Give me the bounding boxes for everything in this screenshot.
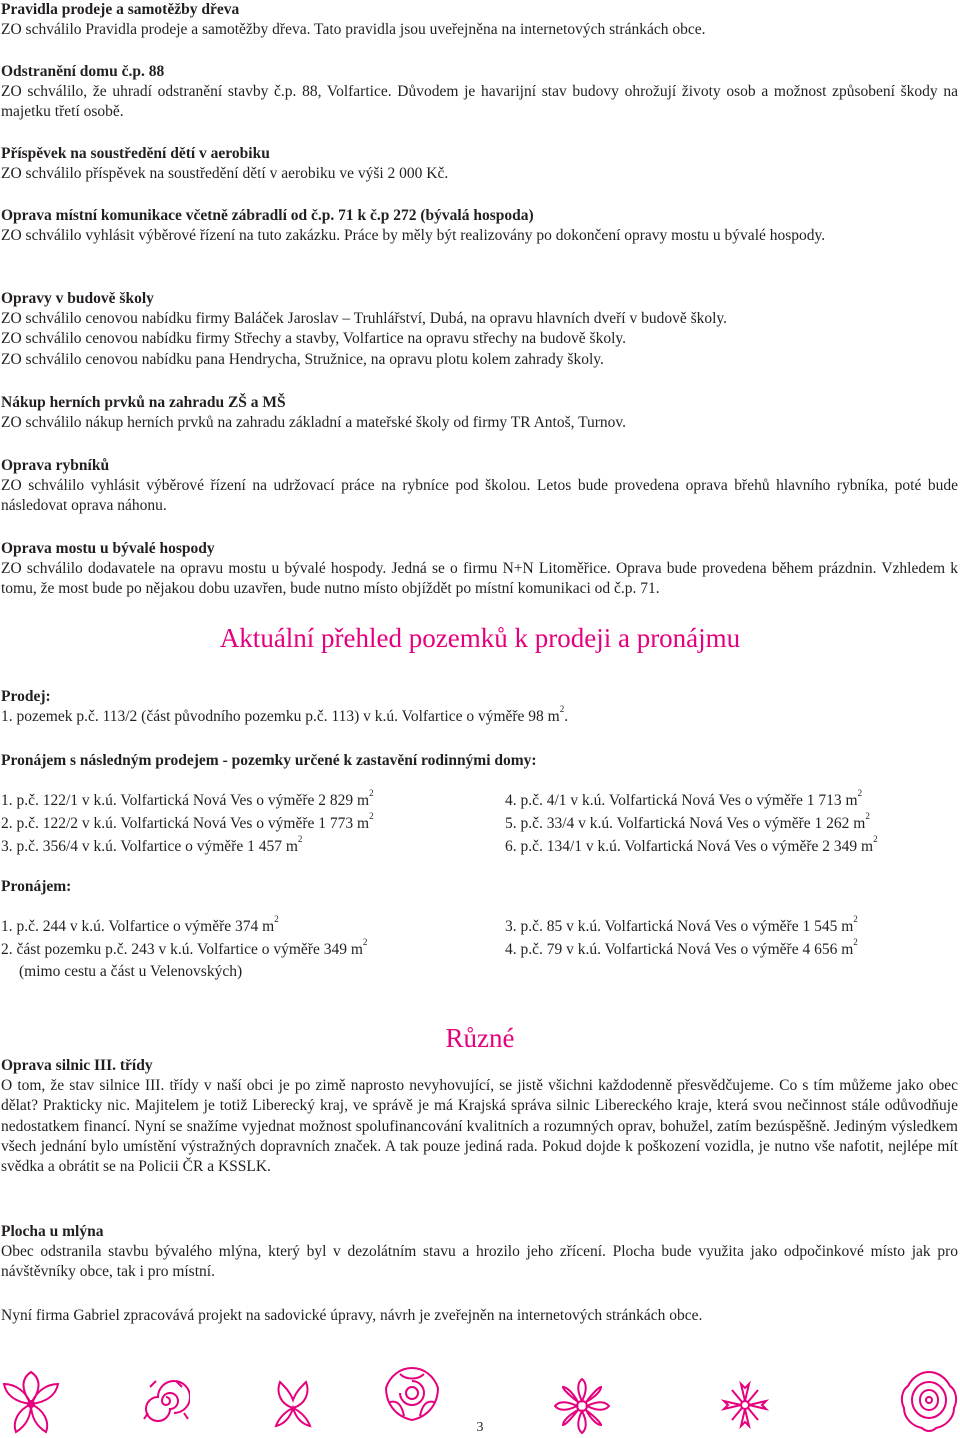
section-body: Obec odstranila stavbu bývalého mlýna, který byl v dezolátním stavu a hrozilo jeho zřícení. Plocha bude využita jako odpočinkové místo jak pro návštěvníky obce, tak i pro místní. xyxy=(1,1243,958,1281)
parcel-note: (mimo cestu a část u Velenovských) xyxy=(19,963,243,980)
section-playground xyxy=(1,393,958,433)
parcel-item: 1. p.č. 122/1 v k.ú. Volfartická Nová Ves o výměře 2 829 $m^2$ xyxy=(1,788,374,809)
section-body: ZO schválilo cenovou nabídku pana Hendrycha, Stružnice, na opravu plotu kolem zahrady školy. xyxy=(1,350,604,368)
section-heading: Nákup herních prvků na zahradu ZŠ a MŠ xyxy=(1,394,286,411)
section-body: ZO schválilo vyhlásit výběrové řízení na tuto zakázku. Práce by měly být realizovány po dokončení opravy mostu u bývalé hospody. xyxy=(1,227,826,245)
section-heading: Oprava silnic III. třídy xyxy=(1,1057,153,1074)
section-house-removal xyxy=(1,62,958,123)
parcel-item: 4. p.č. 4/1 v k.ú. Volfartická Nová Ves o výměře 1 713 $m^2$ xyxy=(505,788,863,809)
lease-row xyxy=(1,962,958,983)
section-heading: Pravidla prodeje a samotěžby dřeva xyxy=(1,1,240,18)
section-heading: Oprava rybníků xyxy=(1,457,110,474)
section-body: ZO schválilo cenovou nabídku firmy Baláček Jaroslav – Truhlářství, Dubá, na opravu hlavních dveří v budově školy. xyxy=(1,310,728,328)
rose-icon xyxy=(380,1362,444,1424)
parcel-item: 3. p.č. 356/4 v k.ú. Volfartice o výměře 1 457 $m^2$ xyxy=(1,834,303,855)
section-road-repair xyxy=(1,206,958,246)
land-title: Aktuální přehled pozemků k prodeji a pronájmu xyxy=(219,623,741,653)
section-heading: Oprava místní komunikace včetně zábradlí od č.p. 71 k č.p 272 (bývalá hospoda) xyxy=(1,207,534,224)
section-heading: Opravy v budově školy xyxy=(1,290,154,307)
section-heading: Plocha u mlýna xyxy=(1,1223,104,1240)
section-ponds xyxy=(1,456,958,517)
section-body: ZO schválilo Pravidla prodeje a samotěžby dřeva. Tato pravidla jsou uveřejněna na internetových stránkách obce. xyxy=(1,21,706,39)
page-number: 3 xyxy=(476,1420,484,1435)
section-body: ZO schválilo, že uhradí odstranění stavby č.p. 88, Volfartice. Důvodem je havarijní stav budovy ohrožují životy osob a možnost způsobení škody na majetku třetí osobě. xyxy=(1,83,958,121)
sale-item: 1. pozemek p.č. 113/2 (část původního pozemku p.č. 113) v k.ú. Volfartice o výměře 98 $m^2$. xyxy=(1,704,569,726)
parcel-item: 5. p.č. 33/4 v k.ú. Volfartická Nová Ves o výměře 1 262 $m^2$ xyxy=(505,811,870,832)
parcel-item: 6. p.č. 134/1 v k.ú. Volfartická Nová Ves o výměře 2 349 $m^2$ xyxy=(505,834,878,855)
section-gabriel xyxy=(1,1306,958,1326)
section-roads xyxy=(1,1056,958,1177)
section-heading: Oprava mostu u bývalé hospody xyxy=(1,540,215,557)
section-body: Nyní firma Gabriel zpracovává projekt na sadovické úpravy, návrh je zveřejněn na internetových stránkách obce. xyxy=(1,1307,703,1324)
section-aerobics-grant xyxy=(1,144,958,184)
section-body: O tom, že stav silnice III. třídy v naší obci je po zimě naprosto nevyhovující, se jistě všichni každodenně přesvědčujeme. Co s tím můžeme jako obec dělat? Prakticky nic. Majitelem je totiž Liberecký kraj, ve správě je má Krajská správa silnic Libereckého kraje, která svou nečinnost stále odůvodňuje nedostatkem financí. Nyní se snažíme vyjednat možnost spolufinancování kvalitních a rozumných oprav, bohužel, zatím bezúspěšně. Jediným výsledkem všech jednání bylo umístění výstražných dopravních značek. A tak pouze jediná rada. Pokud dojde k poškození vozidla, je nutno vše nafotit, nejlépe mít svědka a obrátit se na Policii ČR a KSSLK. xyxy=(1,1077,958,1176)
section-body: ZO schválilo cenovou nabídku firmy Střechy a stavby, Volfartice na opravu střechy na budově školy. xyxy=(1,330,627,348)
lease-row xyxy=(1,914,958,938)
lease-sale-heading: Pronájem s následným prodejem - pozemky určené k zastavění rodinnými domy: xyxy=(1,752,537,769)
parcel-item: 2. p.č. 122/2 v k.ú. Volfartická Nová Ves o výměře 1 773 $m^2$ xyxy=(1,811,374,832)
section-body: ZO schválilo dodavatele na opravu mostu u bývalé hospody. Jedná se o firmu N+N Litoměřice. Oprava bude provedena během prázdnin. Vzhledem k tomu, že most bude po nějakou dobu uzavřen, bude nutno místo objíždět po místní komunikaci od č.p. 71. xyxy=(1,560,958,598)
lease-sale-row xyxy=(1,811,958,835)
lease-heading: Pronájem: xyxy=(1,878,72,895)
section-body: ZO schválilo nákup herních prvků na zahradu základní a mateřské školy od firmy TR Antoš, Turnov. xyxy=(1,414,627,432)
section-body: ZO schválilo vyhlásit výběrové řízení na udržovací práce na rybníce pod školou. Letos bude provedena oprava břehů hlavního rybníka, poté bude následovat oprava náhonu. xyxy=(1,477,958,515)
lease-row xyxy=(1,937,958,961)
section-heading: Odstranění domu č.p. 88 xyxy=(1,63,165,80)
parcel-item: 3. p.č. 85 v k.ú. Volfartická Nová Ves o výměře 1 545 $m^2$ xyxy=(505,914,858,935)
section-body: ZO schválilo příspěvek na soustředění dětí v aerobiku ve výši 2 000 Kč. xyxy=(1,165,449,183)
section-school-repairs xyxy=(1,289,958,370)
land-sale xyxy=(1,687,958,727)
section-wood-rules xyxy=(1,0,958,40)
misc-title: Různé xyxy=(445,1023,515,1053)
section-bridge xyxy=(1,539,958,600)
lease-sale-row xyxy=(1,834,958,858)
section-heading: Příspěvek na soustředění dětí v aerobiku xyxy=(1,145,270,162)
parcel-item: 1. p.č. 244 v k.ú. Volfartice o výměře 374 $m^2$ xyxy=(1,914,279,935)
parcel-item: 4. p.č. 79 v k.ú. Volfartická Nová Ves o výměře 4 656 $m^2$ xyxy=(505,937,858,958)
parcel-item: 2. část pozemku p.č. 243 v k.ú. Volfartice o výměře 349 $m^2$ xyxy=(1,937,368,958)
lease-sale-row xyxy=(1,788,958,812)
section-mill xyxy=(1,1222,958,1283)
sale-heading: Prodej: xyxy=(1,688,51,705)
